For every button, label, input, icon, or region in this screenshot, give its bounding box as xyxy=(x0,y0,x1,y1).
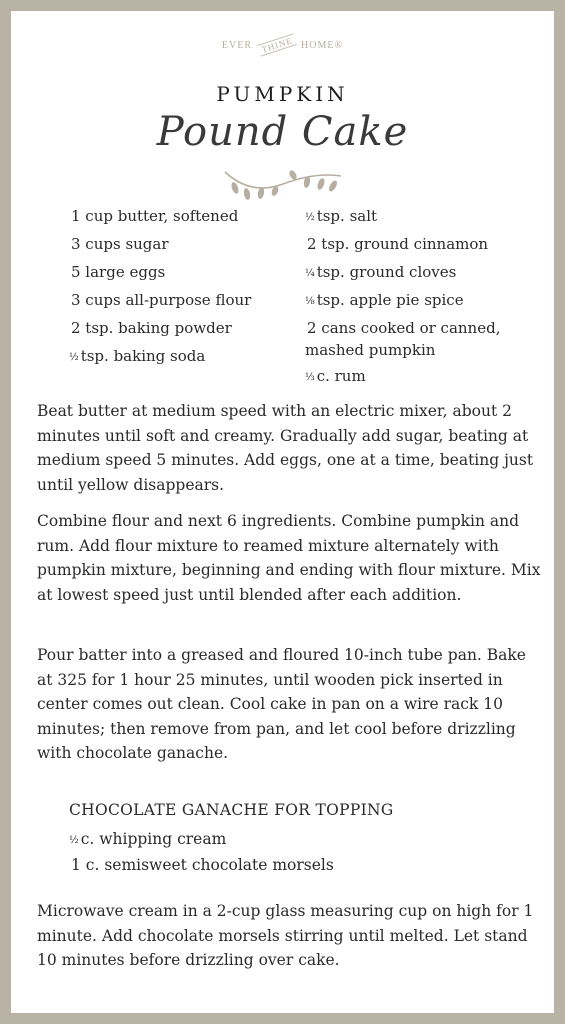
title-line-1: PUMPKIN xyxy=(216,82,349,106)
ingredient-item: ⅓ c. rum xyxy=(305,367,366,385)
brand-right: HOME xyxy=(301,40,335,51)
ingredient-item: 1 cup butter, softened xyxy=(71,207,239,225)
ingredients-left xyxy=(69,206,294,374)
ingredient-item: 2 tsp. baking powder xyxy=(71,319,232,337)
ganache-ingredients xyxy=(69,827,334,879)
ingredient-item: 2 cans cooked or canned, mashed pumpkin xyxy=(305,319,501,359)
brand-logo xyxy=(11,35,554,55)
ingredient-item: 5 large eggs xyxy=(71,263,166,281)
ingredient-item: ½ tsp. salt xyxy=(305,207,378,225)
vine-ornament-icon xyxy=(221,166,345,202)
ingredient-item: 2 tsp. ground cinnamon xyxy=(307,235,489,253)
ganache-item: 1 c. semisweet chocolate morsels xyxy=(71,856,334,874)
ingredient-item: ⅛ tsp. apple pie spice xyxy=(305,291,464,309)
ganache-heading: CHOCOLATE GANACHE FOR TOPPING xyxy=(69,801,394,819)
ingredients-right xyxy=(305,206,535,394)
title-line-2: Pound Cake xyxy=(156,109,409,155)
ingredient-item: 3 cups all-purpose flour xyxy=(71,291,252,309)
instruction-paragraph-1: Beat butter at medium speed with an electric mixer, about 2 minutes until soft and creamy. Gradually add sugar, beating at medium speed 5 minutes. Add eggs, one at a time, beating just until yellow disappears. xyxy=(37,402,534,494)
brand-mark: ® xyxy=(334,40,344,51)
ingredient-item: ¼ tsp. ground cloves xyxy=(305,263,457,281)
brand-middle: THINE xyxy=(257,33,297,56)
instruction-paragraph-2: Combine flour and next 6 ingredients. Combine pumpkin and rum. Add flour mixture to reamed mixture alternately with pumpkin mixture, beginning and ending with flour mixture. Mix at lowest speed just until blended after each addition. xyxy=(37,512,541,604)
ingredient-item: ½ tsp. baking soda xyxy=(69,347,206,365)
recipe-card xyxy=(11,11,554,1013)
instruction-paragraph-3: Pour batter into a greased and floured 10-inch tube pan. Bake at 325 for 1 hour 25 minutes, until wooden pick inserted in center comes out clean. Cool cake in pan on a wire rack 10 minutes; then remove from pan, and let cool before drizzling with chocolate ganache. xyxy=(37,646,526,762)
brand-left: EVER xyxy=(221,40,253,51)
ganache-item: ½ c. whipping cream xyxy=(69,830,227,848)
ganache-instructions: Microwave cream in a 2-cup glass measuring cup on high for 1 minute. Add chocolate morsels stirring until melted. Let stand 10 minutes before drizzling over cake. xyxy=(37,902,534,969)
ingredient-item: 3 cups sugar xyxy=(71,235,169,253)
